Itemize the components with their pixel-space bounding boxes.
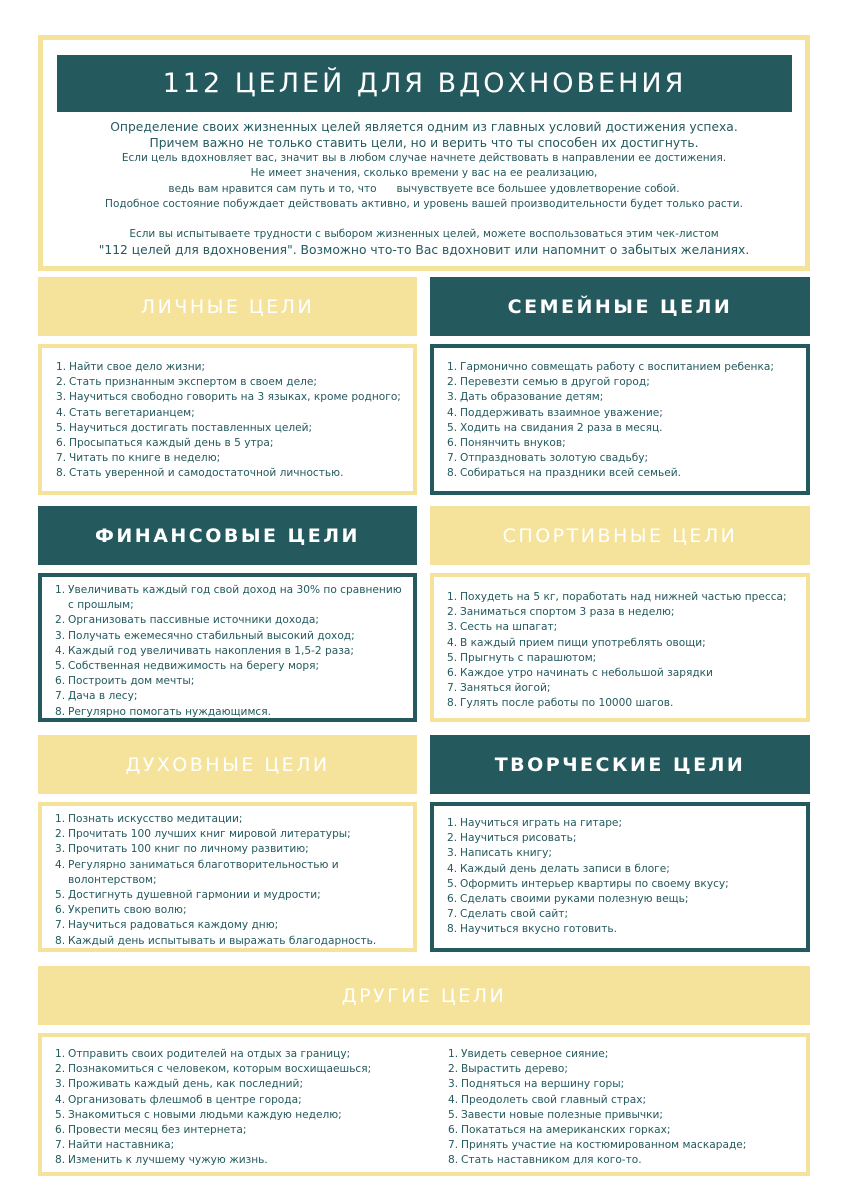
list-item: Сделать свой сайт; (460, 908, 569, 921)
list-item: Научиться достигать поставленных целей; (69, 421, 313, 434)
list-item: Стать наставником для кого-то. (461, 1154, 642, 1167)
financial-goals-box (38, 573, 417, 722)
list-item: Вырастить дерево; (461, 1063, 568, 1076)
list-item: Сделать своими руками полезную вещь; (460, 893, 689, 906)
intro-line: Если цель вдохновляет вас, значит вы в любом случае начнете действовать в направлении ее достижения. (121, 152, 727, 164)
list-item: Стать вегетарианцем; (69, 406, 195, 419)
list-item: Сесть на шпагат; (460, 621, 558, 634)
list-item: Ходить на свидания 2 раза в месяц. (460, 421, 663, 434)
list-item: Укрепить свою волю; (68, 904, 187, 917)
family-goals-box (430, 344, 810, 495)
creative-goals-header: ТВОРЧЕСКИЕ ЦЕЛИ (430, 735, 810, 794)
sport-goals-list (439, 590, 800, 712)
list-item: Увидеть северное сияние; (461, 1048, 609, 1060)
personal-goals-box (38, 344, 417, 495)
intro-line: Если вы испытываете трудности с выбором жизненных целей, можете воспользоваться этим чек-листом (129, 228, 719, 241)
intro-line: "112 целей для вдохновения". Возможно что-то Вас вдохновит или напомнит о забытых желаниях. (98, 243, 750, 258)
family-goals-list (439, 360, 800, 482)
intro-line: Причем важно не только ставить цели, но и верить что ты способен их достигнуть. (149, 136, 699, 150)
list-item: Достигнуть душевной гармонии и мудрости; (68, 889, 321, 902)
list-item: Дать образование детям; (460, 391, 604, 404)
list-item: Стать уверенной и самодостаточной личностью. (69, 467, 344, 480)
list-item: Научиться рисовать; (460, 832, 577, 845)
list-item: Провести месяц без интернета; (68, 1124, 247, 1137)
list-item: Каждый день испытывать и выражать благодарность. (68, 934, 377, 947)
list-item: Отпраздновать золотую свадьбу; (460, 452, 649, 465)
list-item: Принять участие на костюмированном маскараде; (461, 1139, 747, 1152)
list-item: Прыгнуть с парашютом; (460, 651, 597, 664)
sport-goals-header: СПОРТИВНЫЕ ЦЕЛИ (430, 506, 810, 565)
list-item: Преодолеть свой главный страх; (461, 1093, 647, 1106)
sport-goals-box (430, 573, 810, 722)
creative-goals-list (439, 816, 800, 938)
list-item: Написать книгу; (460, 847, 552, 860)
list-item: Завести новые полезные привычки; (461, 1108, 663, 1121)
list-item: Получать ежемесячно стабильный высокий доход; (68, 629, 355, 642)
personal-goals-header: ЛИЧНЫЕ ЦЕЛИ (38, 277, 417, 336)
list-item: Познать искусство медитации; (68, 813, 243, 825)
list-item: Подняться на вершину горы; (461, 1078, 625, 1091)
list-item: Прочитать 100 лучших книг мировой литературы; (68, 828, 351, 841)
spiritual-goals-box (38, 802, 417, 952)
list-item: Отправить своих родителей на отдых за границу; (68, 1048, 351, 1060)
list-item: Дача в лесу; (68, 690, 138, 703)
list-item: Найти наставника; (68, 1139, 175, 1152)
financial-goals-header: ФИНАНСОВЫЕ ЦЕЛИ (38, 506, 417, 565)
other-goals-box (38, 1033, 810, 1176)
financial-goals-list (47, 583, 407, 720)
list-item: Понянчить внуков; (460, 437, 566, 450)
list-item: Заняться йогой; (460, 682, 551, 695)
list-item: Научиться радоваться каждому дню; (68, 919, 279, 932)
list-item: Научиться вкусно готовить. (460, 923, 617, 936)
list-item: Похудеть на 5 кг, поработать над нижней частью пресса; (460, 591, 787, 603)
intro-line: Определение своих жизненных целей является одним из главных условий достижения успеха. (110, 120, 738, 134)
creative-goals-box (430, 802, 810, 952)
list-item: Каждый день делать записи в блоге; (460, 862, 670, 875)
list-item: Каждый год увеличивать накопления в 1,5-2 раза; (68, 644, 354, 657)
list-item: Научиться играть на гитаре; (460, 817, 623, 829)
list-item: Собираться на праздники всей семьей. (460, 467, 682, 480)
list-item: Покататься на американских горках; (461, 1124, 671, 1137)
list-item: Построить дом мечты; (68, 675, 195, 688)
list-item: Изменить к лучшему чужую жизнь. (68, 1154, 268, 1167)
list-item: Оформить интерьер квартиры по своему вкусу; (460, 877, 729, 890)
list-item: Прочитать 100 книг по личному развитию; (68, 843, 309, 856)
list-item: Проживать каждый день, как последний; (68, 1078, 304, 1091)
intro-text (48, 119, 800, 258)
list-item: Регулярно заниматься благотворительностью и волонтерством; (68, 858, 339, 886)
list-item: Читать по книге в неделю; (69, 452, 221, 465)
list-item: Перевезти семью в другой город; (460, 376, 650, 389)
list-item: Просыпаться каждый день в 5 утра; (69, 437, 274, 450)
list-item: Стать признанным экспертом в своем деле; (69, 376, 317, 389)
list-item: Организовать флешмоб в центре города; (68, 1093, 302, 1106)
list-item: Собственная недвижимость на берегу моря; (68, 660, 320, 673)
intro-line: Подобное состояние побуждает действовать активно, и уровень вашей производительности будет только расти. (105, 197, 743, 210)
list-item: Увеличивать каждый год свой доход на 30% по сравнению с прошлым; (68, 584, 402, 612)
list-item: Заниматься спортом 3 раза в неделю; (460, 606, 675, 619)
other-goals-list-right (440, 1047, 800, 1169)
other-goals-list-left (47, 1047, 437, 1169)
list-item: Знакомиться с новыми людьми каждую неделю; (68, 1108, 342, 1121)
intro-line: Не имеет значения, сколько времени у вас на ее реализацию, (250, 167, 598, 180)
list-item: Найти свое дело жизни; (69, 361, 206, 373)
family-goals-header: СЕМЕЙНЫЕ ЦЕЛИ (430, 277, 810, 336)
list-item: Поддерживать взаимное уважение; (460, 406, 663, 419)
page-title: 112 ЦЕЛЕЙ ДЛЯ ВДОХНОВЕНИЯ (57, 55, 792, 112)
list-item: Каждое утро начинать с небольшой зарядки (460, 667, 713, 680)
list-item: Гармонично совмещать работу с воспитанием ребенка; (460, 361, 774, 373)
list-item: Регулярно помогать нуждающимся. (68, 705, 271, 718)
list-item: Организовать пассивные источники дохода; (68, 614, 319, 627)
other-goals-header: ДРУГИЕ ЦЕЛИ (38, 966, 810, 1025)
intro-line: ведь вам нравится сам путь и то, что вычувствуете все большее удовлетворение собой. (168, 182, 680, 195)
spiritual-goals-list (47, 812, 407, 949)
spiritual-goals-header: ДУХОВНЫЕ ЦЕЛИ (38, 735, 417, 794)
list-item: Гулять после работы по 10000 шагов. (460, 697, 674, 710)
list-item: В каждый прием пищи употреблять овощи; (460, 636, 706, 649)
list-item: Познакомиться с человеком, которым восхищаешься; (68, 1063, 372, 1076)
personal-goals-list (48, 360, 405, 482)
list-item: Научиться свободно говорить на 3 языках, кроме родного; (69, 391, 401, 404)
